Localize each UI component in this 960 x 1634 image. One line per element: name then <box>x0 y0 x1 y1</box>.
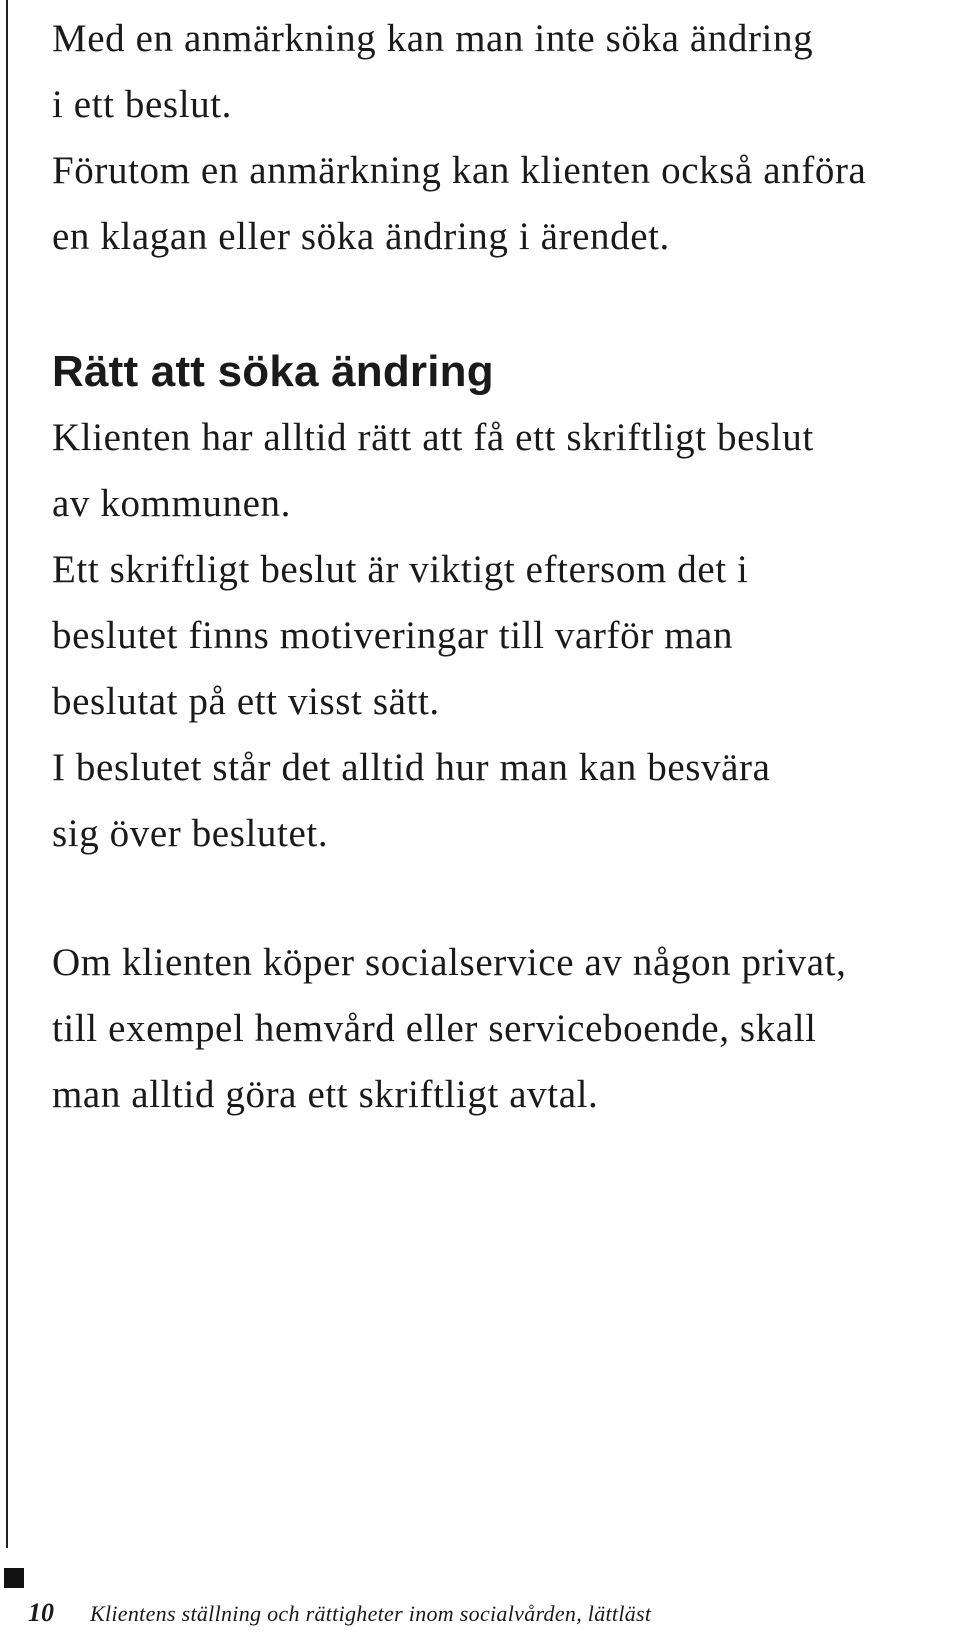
text-line: en klagan eller söka ändring i ärendet. <box>52 215 670 258</box>
text-line: Förutom en anmärkning kan klienten också anföra <box>52 149 867 192</box>
text-line: man alltid göra ett skriftligt avtal. <box>52 1073 599 1116</box>
text-line: i ett beslut. <box>52 83 233 126</box>
text-line: till exempel hemvård eller serviceboende, skall <box>52 1007 817 1050</box>
text-line: I beslutet står det alltid hur man kan besvära <box>52 746 771 789</box>
paragraph-gap <box>52 867 952 930</box>
paragraph-gap <box>52 270 952 339</box>
text-line: Klienten har alltid rätt att få ett skriftligt beslut <box>52 416 814 459</box>
section-heading: Rätt att söka ändring <box>52 347 494 396</box>
text-line: Ett skriftligt beslut är viktigt eftersom det i <box>52 548 749 591</box>
text-line: Om klienten köper socialservice av någon privat, <box>52 941 847 984</box>
page-content <box>52 6 952 1128</box>
text-line: Med en anmärkning kan man inte söka ändring <box>52 17 814 60</box>
page-footer <box>28 1598 651 1628</box>
margin-rule <box>6 0 8 1548</box>
text-line: beslutet finns motiveringar till varför man <box>52 614 734 657</box>
footer-square-mark <box>4 1568 24 1588</box>
text-line: beslutat på ett visst sätt. <box>52 680 440 723</box>
running-title: Klientens ställning och rättigheter inom socialvården, lättläst <box>90 1601 652 1626</box>
text-line: sig över beslutet. <box>52 812 329 855</box>
text-line: av kommunen. <box>52 482 291 525</box>
page-number: 10 <box>28 1598 54 1627</box>
